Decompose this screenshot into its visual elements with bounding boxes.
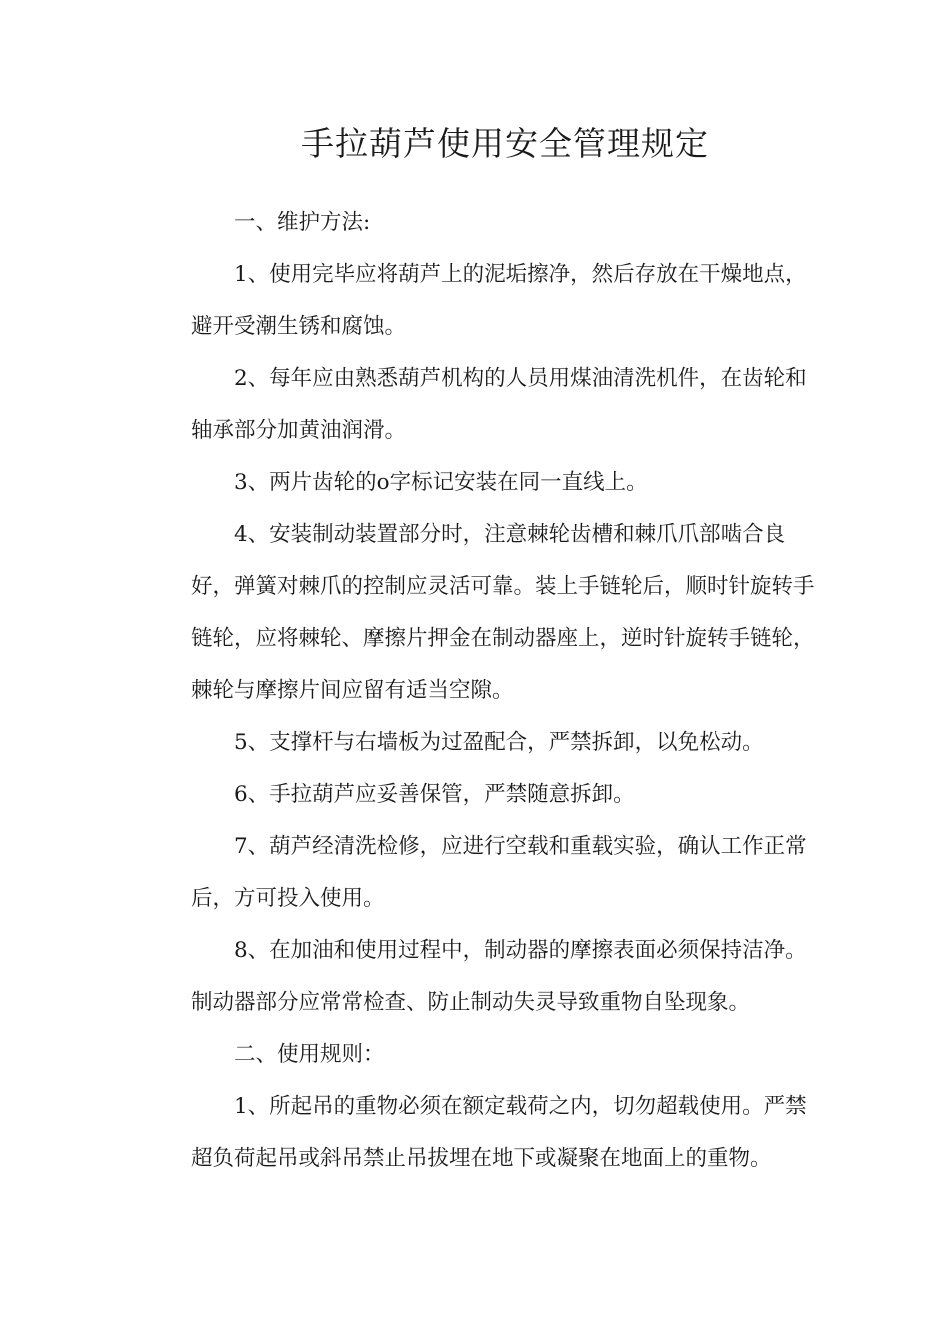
text-line: 一、维护方法: [234, 210, 371, 235]
maintenance-item-2 [148, 353, 807, 457]
maintenance-item-5 [148, 717, 800, 769]
document-body [148, 197, 815, 1185]
text-line: 后，方可投入使用。 [191, 886, 385, 911]
text-line: 5、支撑杆与右墙板为过盈配合，严禁拆卸，以免松动。 [234, 730, 764, 755]
text-line: 避开受潮生锈和腐蚀。 [191, 314, 407, 339]
maintenance-item-7 [148, 821, 807, 925]
text-line: 二、使用规则： [234, 1042, 385, 1067]
text-line: 6、手拉葫芦应妥善保管，严禁随意拆卸。 [234, 782, 635, 807]
text-line: 4、安装制动装置部分时，注意棘轮齿槽和棘爪爪部啮合良 [234, 522, 786, 547]
section-heading-maintenance [148, 197, 800, 249]
text-line: 好，弹簧对棘爪的控制应灵活可靠。装上手链轮后，顺时针旋转手 [191, 574, 815, 599]
text-line: 2、每年应由熟悉葫芦机构的人员用煤油清洗机件，在齿轮和 [234, 366, 807, 391]
text-line: 链轮，应将棘轮、摩擦片押金在制动器座上，逆时针旋转手链轮， [191, 626, 815, 651]
text-line: 3、两片齿轮的o字标记安装在同一直线上。 [234, 470, 648, 495]
text-line: 7、葫芦经清洗检修，应进行空载和重载实验，确认工作正常 [234, 834, 807, 859]
document-title: 手拉葫芦使用安全管理规定 [301, 124, 709, 163]
text-line: 超负荷起吊或斜吊禁止吊拔埋在地下或凝聚在地面上的重物。 [191, 1146, 772, 1171]
maintenance-item-8 [148, 925, 807, 1029]
maintenance-item-3 [148, 457, 800, 509]
usage-rule-1 [148, 1081, 807, 1185]
text-line: 1、使用完毕应将葫芦上的泥垢擦净，然后存放在干燥地点， [234, 262, 807, 287]
text-line: 8、在加油和使用过程中，制动器的摩擦表面必须保持洁净。 [234, 938, 807, 963]
maintenance-item-4 [148, 509, 815, 717]
text-line: 棘轮与摩擦片间应留有适当空隙。 [191, 678, 514, 703]
section-heading-usage-rules [148, 1029, 800, 1081]
text-line: 制动器部分应常常检查、防止制动失灵导致重物自坠现象。 [191, 990, 751, 1015]
maintenance-item-6 [148, 769, 800, 821]
text-line: 轴承部分加黄油润滑。 [191, 418, 407, 443]
text-line: 1、所起吊的重物必须在额定载荷之内，切勿超载使用。严禁 [234, 1094, 807, 1119]
maintenance-item-1 [148, 249, 807, 353]
